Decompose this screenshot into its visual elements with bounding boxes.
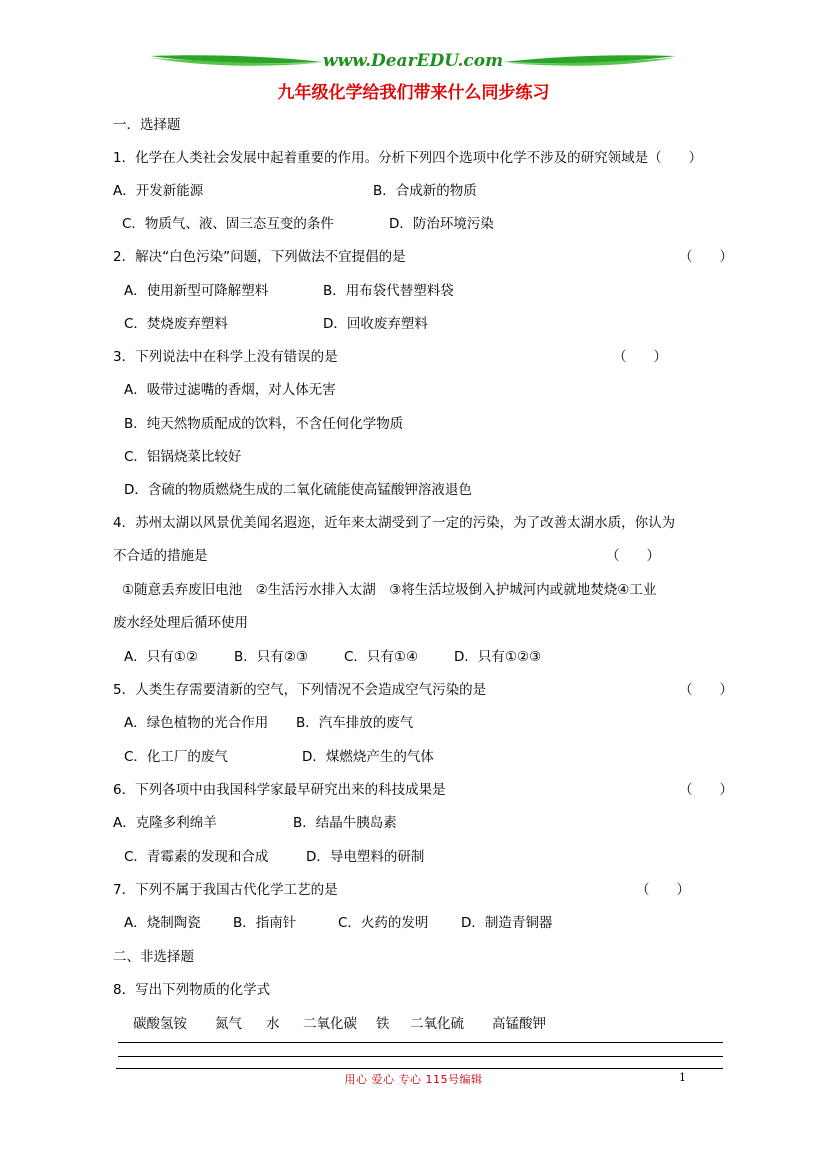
q8-substance: 铁 xyxy=(376,1016,390,1032)
section-heading-choice: 一．选择题 xyxy=(113,117,181,133)
q8-substance: 水 xyxy=(266,1016,280,1032)
q2-option-b: B．用布袋代替塑料袋 xyxy=(323,283,454,299)
q4-stem-line2: 不合适的措施是 xyxy=(113,548,208,564)
q6-option-d: D．导电塑料的研制 xyxy=(306,849,425,865)
q6-option-c: C．青霉素的发现和合成 xyxy=(124,849,269,865)
header-banner xyxy=(148,50,678,80)
q1-stem: 1．化学在人类社会发展中起着重要的作用。分析下列四个选项中化学不涉及的研究领域是（ ） xyxy=(113,150,703,166)
footer-text: 用心 爱心 专心 115号编辑 xyxy=(344,1073,483,1086)
q8-stem: 8．写出下列物质的化学式 xyxy=(113,982,271,998)
answer-rule-line xyxy=(118,1056,723,1057)
q4-stem-line1: 4．苏州太湖以风景优美闻名遐迩，近年来太湖受到了一定的污染，为了改善太湖水质，你认为 xyxy=(113,515,676,531)
q2-answer-paren: （ ） xyxy=(679,249,733,265)
q1-option-d: D．防治环境污染 xyxy=(389,216,494,232)
q8-substance: 二氧化硫 xyxy=(410,1016,464,1032)
q4-answer-paren: （ ） xyxy=(606,548,660,564)
q8-substance: 氮气 xyxy=(215,1016,242,1032)
q7-option-b: B．指南针 xyxy=(233,915,297,931)
q2-option-d: D．回收废弃塑料 xyxy=(323,316,428,332)
q4-items-line2: 废水经处理后循环使用 xyxy=(113,615,248,631)
q1-option-b: B．合成新的物质 xyxy=(373,183,477,199)
q3-option-b: B．纯天然物质配成的饮料，不含任何化学物质 xyxy=(124,416,404,432)
q5-option-b: B．汽车排放的废气 xyxy=(296,715,414,731)
site-url: www.DearEDU.com xyxy=(322,51,504,71)
q5-option-c: C．化工厂的废气 xyxy=(124,749,228,765)
footer-divider xyxy=(116,1068,723,1069)
q5-answer-paren: （ ） xyxy=(679,682,733,698)
q4-items-line1: ①随意丢弃废旧电池 ②生活污水排入太湖 ③将生活垃圾倒入护城河内或就地焚烧④工业 xyxy=(122,582,657,598)
q6-stem: 6．下列各项中由我国科学家最早研究出来的科技成果是 xyxy=(113,782,446,798)
q4-option-d: D．只有①②③ xyxy=(454,649,542,665)
q6-answer-paren: （ ） xyxy=(679,782,733,798)
q1-option-a: A．开发新能源 xyxy=(113,183,204,199)
q7-stem: 7．下列不属于我国古代化学工艺的是 xyxy=(113,882,338,898)
q5-option-a: A．绿色植物的光合作用 xyxy=(124,715,269,731)
q3-answer-paren: （ ） xyxy=(613,349,667,365)
q8-substance: 二氧化碳 xyxy=(303,1016,357,1032)
q7-option-d: D．制造青铜器 xyxy=(461,915,553,931)
section-heading-nonchoice: 二、非选择题 xyxy=(113,949,194,965)
q7-option-c: C．火药的发明 xyxy=(338,915,429,931)
q3-option-a: A．吸带过滤嘴的香烟，对人体无害 xyxy=(124,382,336,398)
q4-option-b: B．只有②③ xyxy=(234,649,308,665)
q4-option-a: A．只有①② xyxy=(124,649,198,665)
q4-option-c: C．只有①④ xyxy=(344,649,419,665)
q2-option-c: C．焚烧废弃塑料 xyxy=(124,316,228,332)
q7-option-a: A．烧制陶瓷 xyxy=(124,915,201,931)
q6-option-a: A．克隆多利绵羊 xyxy=(113,815,217,831)
q8-substance: 碳酸氢铵 xyxy=(133,1016,187,1032)
q3-stem: 3．下列说法中在科学上没有错误的是 xyxy=(113,349,338,365)
document-title: 九年级化学给我们带来什么同步练习 xyxy=(277,83,550,103)
page-number: 1 xyxy=(679,1071,686,1084)
q5-stem: 5．人类生存需要清新的空气，下列情况不会造成空气污染的是 xyxy=(113,682,487,698)
q3-option-d: D．含硫的物质燃烧生成的二氧化硫能使高锰酸钾溶液退色 xyxy=(124,482,472,498)
answer-rule-line xyxy=(118,1042,723,1043)
q7-answer-paren: （ ） xyxy=(636,882,690,898)
q2-stem: 2．解决“白色污染”问题，下列做法不宜提倡的是 xyxy=(113,249,406,265)
q8-substance: 高锰酸钾 xyxy=(492,1016,546,1032)
q1-option-c: C．物质气、液、固三态互变的条件 xyxy=(122,216,334,232)
q6-option-b: B．结晶牛胰岛素 xyxy=(293,815,397,831)
q3-option-c: C．铝锅烧菜比较好 xyxy=(124,449,242,465)
q5-option-d: D．煤燃烧产生的气体 xyxy=(302,749,434,765)
q2-option-a: A．使用新型可降解塑料 xyxy=(124,283,269,299)
